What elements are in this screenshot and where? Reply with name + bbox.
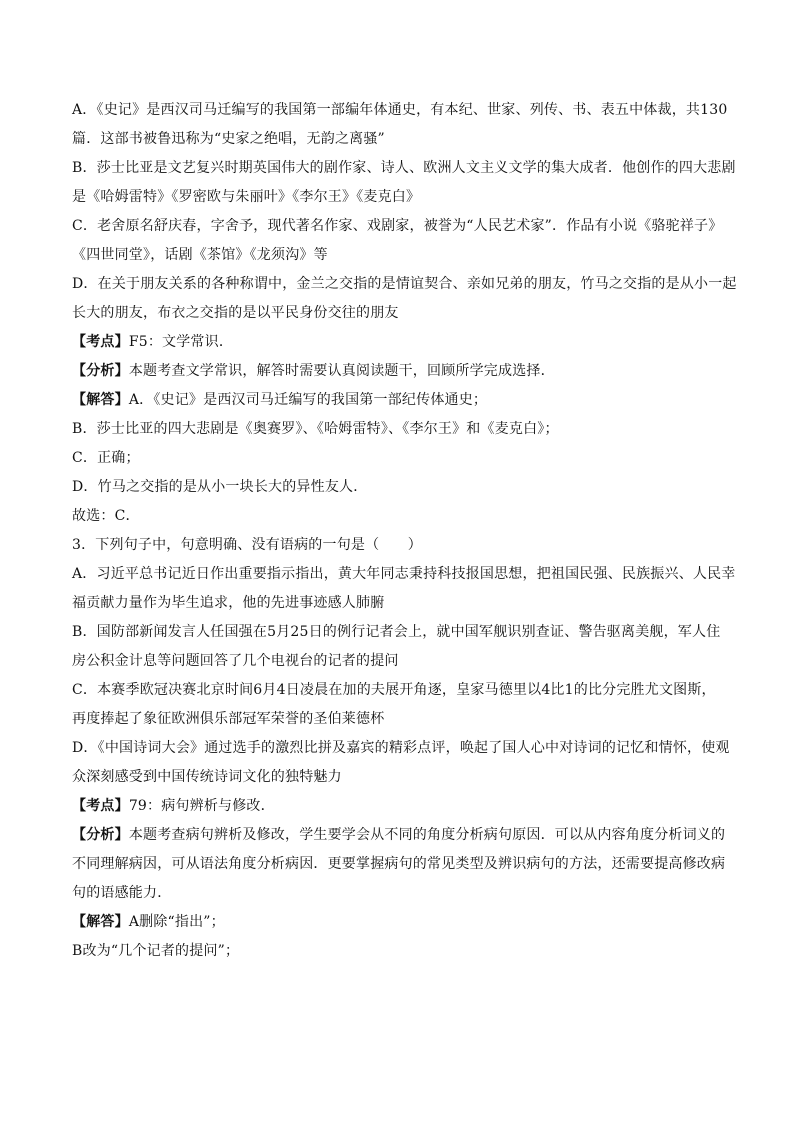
- jieda-text: A．《史记》是西汉司马迁编写的我国第一部纪传体通史；: [128, 392, 488, 408]
- text-line: B．莎士比亚是文艺复兴时期英国伟大的剧作家、诗人、欧洲人文主义文学的集大成者．他创作的四大悲剧: [72, 160, 736, 176]
- option-line: B．国防部新闻发言人任国强在5月25日的例行记者会上，就中国军舰识别查证、警告驱离美舰，军人住: [72, 624, 721, 640]
- option-line: D．《中国诗词大会》通过选手的激烈比拼及嘉宾的精彩点评，唤起了国人心中对诗词的记忆和情怀，使观: [72, 740, 730, 756]
- fenxi-text: 本题考查文学常识，解答时需要认真阅读题干，回顾所学完成选择．: [128, 363, 555, 379]
- kaodian-tag: 【考点】: [72, 798, 129, 814]
- kaodian-line: [72, 328, 722, 357]
- option-line: A．习近平总书记近日作出重要指示指出，黄大年同志秉持科技报国思想，把祖国民强、民族振兴、人民幸: [72, 566, 736, 582]
- fenxi-line: [72, 357, 722, 386]
- answer-line: C．正确；: [72, 450, 140, 466]
- jieda-line: [72, 386, 722, 415]
- option-line: C．本赛季欧冠决赛北京时间6月4日凌晨在加的夫展开角逐，皇家马德里以4比1的比分完胜尤文图斯，: [72, 682, 716, 698]
- option-line: 再度捧起了象征欧洲俱乐部冠军荣誉的圣伯莱德杯: [72, 711, 385, 727]
- fenxi-line: 不同理解病因，可从语法角度分析病因．更要掌握病句的常见类型及辨识病句的方法，还需要提高修改病: [72, 856, 726, 872]
- text-line: 篇．这部书被鲁迅称为“史家之绝唱，无韵之离骚”: [72, 131, 385, 147]
- option-line: 房公积金计息等问题回答了几个电视台的记者的提问: [72, 653, 399, 669]
- jieda-line: [72, 908, 722, 937]
- fenxi-tag: 【分析】: [72, 363, 129, 379]
- option-line: 福贡献力量作为毕生追求，他的先进事迹感人肺腑: [72, 595, 385, 611]
- answer-line: 故选：C．: [72, 508, 140, 524]
- text-line: 长大的朋友，布衣之交指的是以平民身份交往的朋友: [72, 305, 399, 321]
- fenxi-text: 本题考查病句辨析及修改，学生要学会从不同的角度分析病句原因．可以从内容角度分析词义的: [128, 827, 726, 843]
- text-line: 《四世同堂》，话剧《茶馆》《龙须沟》等: [72, 247, 328, 263]
- kaodian-line: [72, 792, 722, 821]
- jieda-tag: 【解答】: [72, 914, 129, 930]
- kaodian-text: F5：文学常识．: [128, 334, 234, 350]
- kaodian-tag: 【考点】: [72, 334, 129, 350]
- fenxi-line: 句的语感能力．: [72, 885, 172, 901]
- option-line: 众深刻感受到中国传统诗词文化的独特魅力: [72, 769, 342, 785]
- fenxi-tag: 【分析】: [72, 827, 129, 843]
- text-line: C．老舍原名舒庆春，字舍予，现代著名作家、戏剧家，被誉为“人民艺术家”．作品有小说《骆驼祥子》: [72, 218, 723, 234]
- text-line: A．《史记》是西汉司马迁编写的我国第一部编年体通史，有本纪、世家、列传、书、表五中体裁，共130: [72, 102, 728, 118]
- jieda-tag: 【解答】: [72, 392, 129, 408]
- document-page: [72, 96, 737, 966]
- text-line: D．在关于朋友关系的各种称谓中，金兰之交指的是情谊契合、亲如兄弟的朋友，竹马之交指的是从小一起: [72, 276, 737, 292]
- fenxi-line: [72, 821, 726, 850]
- kaodian-text: 79：病句辨析与修改．: [128, 798, 275, 814]
- answer-line: B．莎士比亚的四大悲剧是《奥赛罗》、《哈姆雷特》、《李尔王》和《麦克白》；: [72, 421, 559, 437]
- answer-line: B改为“几个记者的提问”；: [72, 943, 240, 959]
- question-stem: 3．下列句子中，句意明确、没有语病的一句是（ ）: [72, 537, 422, 553]
- answer-line: D．竹马之交指的是从小一块长大的异性友人．: [72, 479, 368, 495]
- jieda-text: A删除“指出”；: [128, 914, 225, 930]
- text-line: 是《哈姆雷特》《罗密欧与朱丽叶》《李尔王》《麦克白》: [72, 189, 421, 205]
